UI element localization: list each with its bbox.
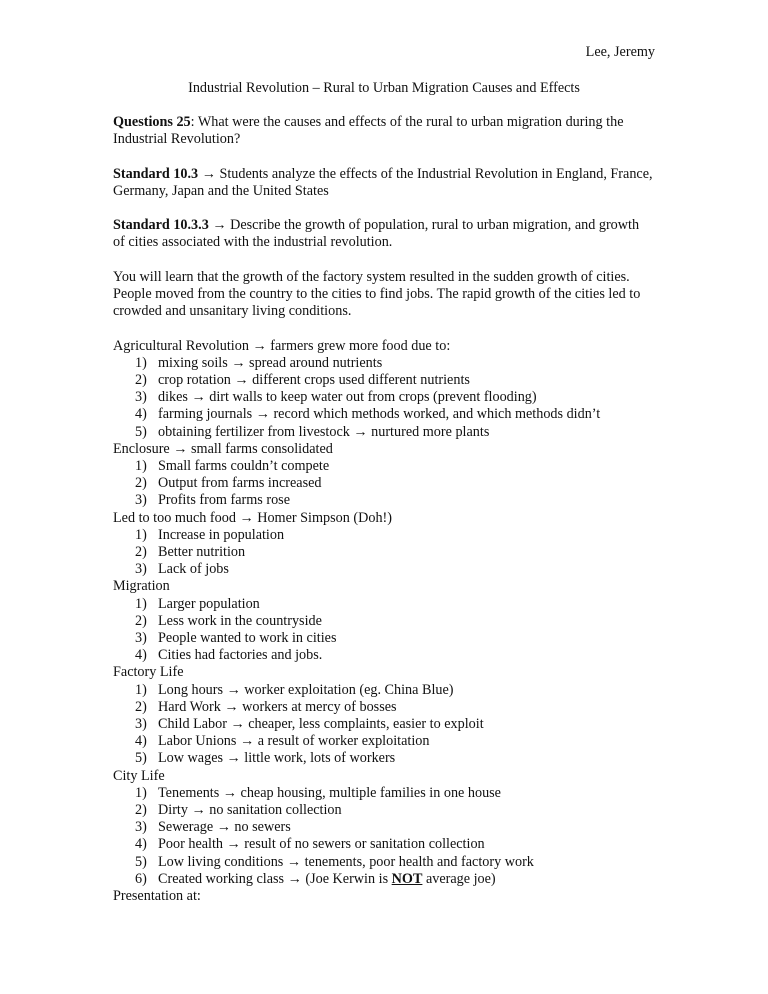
section-heading-city-life: City Life (113, 767, 165, 784)
list-item: 1) Increase in population (135, 526, 285, 543)
list-item: 2) crop rotation → different crops used different nutrients (135, 371, 470, 388)
section-heading-enclosure: Enclosure → small farms consolidated (113, 440, 333, 457)
list-item: 3) Sewerage → no sewers (135, 819, 291, 836)
list-item: 2) Hard Work → workers at mercy of bosses (135, 698, 397, 715)
list-item: 2) Less work in the countryside (135, 612, 322, 629)
list-too-much-food (113, 527, 653, 579)
list-item: 5) obtaining fertilizer from livestock → nurtured more plants (135, 423, 490, 440)
list-factory-life (113, 682, 653, 768)
notes-outline (113, 338, 653, 906)
intro-paragraph: You will learn that the growth of the factory system resulted in the sudden growth of cities. People moved from the country to the cities to find jobs. The rapid growth of the cities led to crowded and unsanitary living conditions. (113, 268, 641, 320)
list-item: 5) Low wages → little work, lots of workers (135, 750, 396, 767)
standard-label: Standard 10.3 (113, 165, 199, 182)
list-item: 4) Poor health → result of no sewers or sanitation collection (135, 836, 485, 853)
standard-text: → Students analyze the effects of the Industrial Revolution in England, France, Germany, Japan and the United States (113, 165, 653, 199)
list-item: 2) Better nutrition (135, 544, 246, 561)
list-item: 5) Low living conditions → tenements, poor health and factory work (135, 853, 534, 870)
substandard-text: → Describe the growth of population, rural to urban migration, and growth of cities associated with the industrial revolution. (113, 217, 640, 251)
question-paragraph (113, 114, 653, 148)
document-body (113, 114, 653, 905)
list-item: 2) Output from farms increased (135, 475, 322, 492)
list-item: 6) Created working class → (Joe Kerwin is NOT average joe) (135, 870, 496, 887)
list-city-life (113, 785, 653, 888)
section-heading-too-much-food: Led to too much food → Homer Simpson (Doh!) (113, 509, 392, 526)
section-heading-migration: Migration (113, 578, 170, 595)
section-heading-agricultural-revolution: Agricultural Revolution → farmers grew more food due to: (113, 337, 451, 354)
list-item: 4) Cities had factories and jobs. (135, 647, 323, 664)
list-item: 1) Tenements → cheap housing, multiple families in one house (135, 784, 501, 801)
list-item: 1) Larger population (135, 595, 260, 612)
standard-paragraph (113, 166, 653, 200)
question-text: : What were the causes and effects of the rural to urban migration during the Industrial Revolution? (113, 114, 624, 148)
list-enclosure (113, 458, 653, 510)
list-item: 3) Profits from farms rose (135, 492, 290, 509)
list-item: 2) Dirty → no sanitation collection (135, 802, 342, 819)
substandard-label: Standard 10.3.3 (113, 217, 209, 234)
emphasis-not: NOT (391, 870, 423, 887)
substandard-paragraph (113, 217, 653, 251)
section-heading-factory-life: Factory Life (113, 664, 184, 681)
list-item: 3) Lack of jobs (135, 561, 229, 578)
list-item: 3) People wanted to work in cities (135, 630, 337, 647)
list-item: 3) Child Labor → cheaper, less complaints, easier to exploit (135, 716, 484, 733)
list-item: 1) mixing soils → spread around nutrients (135, 354, 383, 371)
list-migration (113, 596, 653, 665)
list-item: 3) dikes → dirt walls to keep water out from crops (prevent flooding) (135, 389, 537, 406)
presentation-footer: Presentation at: (113, 888, 201, 905)
author-name: Lee, Jeremy (585, 44, 655, 60)
list-agricultural-revolution (113, 355, 653, 441)
list-item: 1) Small farms couldn’t compete (135, 458, 330, 474)
list-item: 4) farming journals → record which methods worked, and which methods didn’t (135, 406, 601, 423)
question-label: Questions 25 (113, 114, 191, 130)
list-item: 4) Labor Unions → a result of worker exploitation (135, 733, 430, 750)
list-item: 1) Long hours → worker exploitation (eg. China Blue) (135, 681, 454, 698)
document-title: Industrial Revolution – Rural to Urban Migration Causes and Effects (188, 80, 580, 96)
